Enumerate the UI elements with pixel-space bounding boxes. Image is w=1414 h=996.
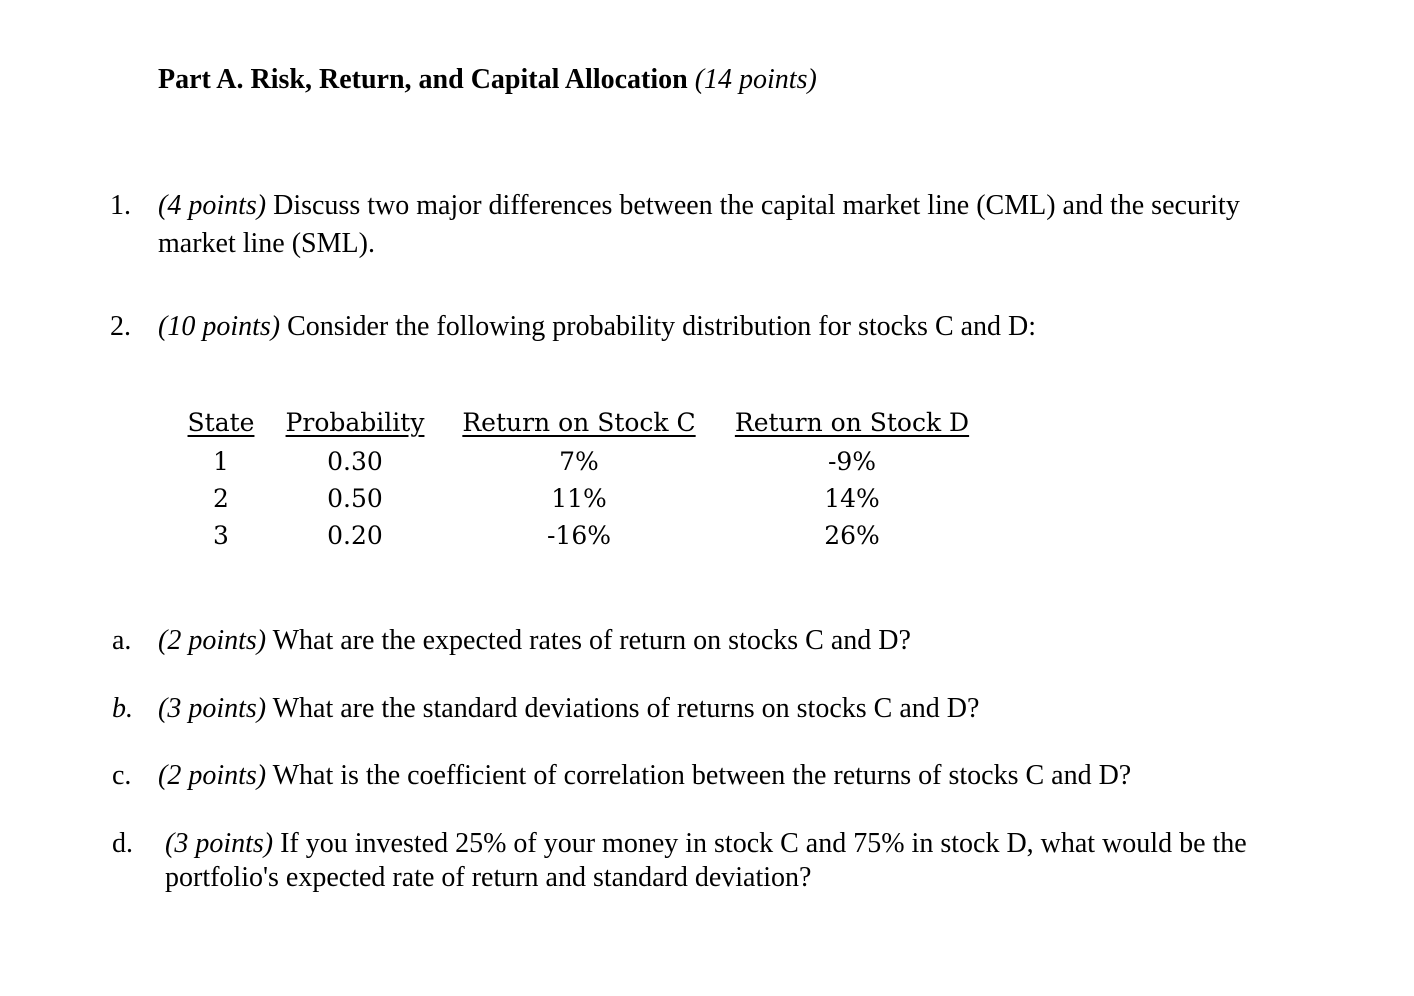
q2-text-line (158, 309, 1036, 345)
subq-d-line2: portfolio's expected rate of return and standard deviation? (165, 862, 812, 893)
q1-number: 1. (110, 190, 131, 221)
table-cell-return-d: -9% (827, 447, 877, 476)
subq-c (158, 758, 1131, 794)
table-cell-return-d: 26% (824, 521, 880, 550)
subq-a (158, 623, 911, 659)
table-header-return-d: Return on Stock D (734, 408, 970, 437)
subq-d-line1 (165, 826, 1247, 862)
table-header-state: State (187, 408, 255, 437)
table-cell-return-c: 11% (551, 484, 607, 513)
q2-text: Consider the following probability distribution for stocks C and D: (280, 311, 1037, 342)
part-title-text: Part A. Risk, Return, and Capital Allocation (158, 64, 688, 95)
table-header-return-c: Return on Stock C (462, 408, 696, 437)
table-cell-return-c: 7% (559, 447, 599, 476)
subq-b-letter: b. (112, 693, 133, 724)
table-cell-state: 1 (213, 447, 229, 476)
subq-c-letter: c. (112, 760, 132, 791)
table-cell-probability: 0.50 (327, 484, 383, 513)
subq-d-points: (3 points) (165, 828, 274, 859)
table-header-probability: Probability (285, 408, 425, 437)
subq-d-letter: d. (112, 828, 133, 859)
subq-b-points: (3 points) (158, 693, 267, 724)
table-cell-state: 2 (213, 484, 229, 513)
q1-text-line2: market line (SML). (158, 228, 375, 259)
subq-a-letter: a. (112, 625, 132, 656)
q1-text: Discuss two major differences between the capital market line (CML) and the security (266, 190, 1240, 221)
subq-a-text: What are the expected rates of return on stocks C and D? (266, 625, 911, 656)
subq-a-points: (2 points) (158, 625, 267, 656)
table-cell-return-c: -16% (546, 521, 611, 550)
subq-c-text: What is the coefficient of correlation between the returns of stocks C and D? (266, 760, 1132, 791)
q2-number: 2. (110, 311, 131, 342)
table-cell-return-d: 14% (824, 484, 880, 513)
subq-b-text: What are the standard deviations of returns on stocks C and D? (266, 693, 980, 724)
q2-points: (10 points) (158, 311, 281, 342)
part-title-points: (14 points) (694, 64, 817, 95)
table-cell-state: 3 (213, 521, 229, 550)
q1-text-line1 (158, 188, 1240, 224)
subq-b (158, 691, 979, 727)
subq-c-points: (2 points) (158, 760, 267, 791)
subq-d-text: If you invested 25% of your money in stock C and 75% in stock D, what would be the (273, 828, 1247, 859)
part-title (158, 62, 817, 98)
table-cell-probability: 0.30 (327, 447, 383, 476)
table-cell-probability: 0.20 (327, 521, 383, 550)
q1-points: (4 points) (158, 190, 267, 221)
